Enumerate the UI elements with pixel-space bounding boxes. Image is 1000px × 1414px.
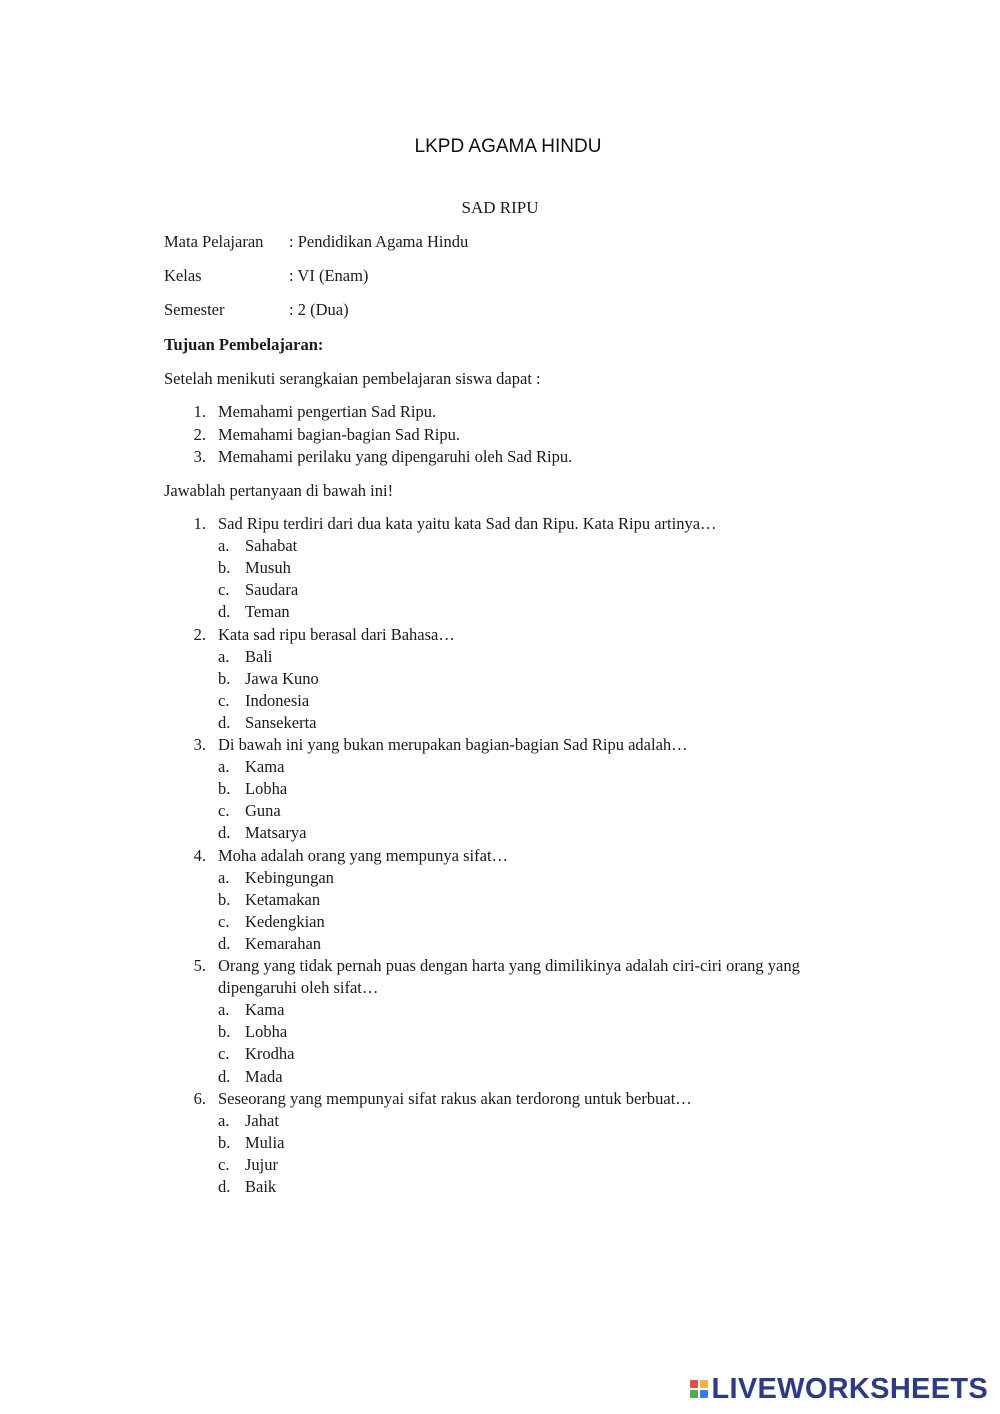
- option-letter: b.: [218, 779, 231, 799]
- option-letter: c.: [218, 801, 230, 821]
- option-text: Mada: [245, 1066, 283, 1086]
- option-letter: a.: [218, 1110, 230, 1130]
- option-letter: c.: [218, 1044, 230, 1064]
- option-letter: c.: [218, 690, 230, 710]
- question-text: Kata sad ripu berasal dari Bahasa…: [218, 624, 455, 644]
- question-text: dipengaruhi oleh sifat…: [218, 978, 379, 998]
- option-letter: d.: [218, 712, 231, 732]
- objective-number: 1.: [193, 402, 206, 421]
- meta-value: : 2 (Dua): [289, 300, 349, 319]
- option-text: Saudara: [245, 580, 299, 600]
- option-text: Matsarya: [245, 823, 307, 843]
- option-letter: d.: [218, 823, 231, 843]
- question-number: 5.: [193, 956, 206, 975]
- option-text: Kama: [245, 757, 285, 777]
- option-letter: c.: [218, 911, 230, 931]
- meta-row-subject: [164, 232, 468, 252]
- option-text: Sansekerta: [245, 712, 317, 732]
- objective-item: Memahami pengertian Sad Ripu.: [218, 402, 437, 421]
- question-number: 2.: [193, 624, 206, 644]
- option-text: Mulia: [245, 1132, 285, 1152]
- objective-number: 3.: [193, 447, 206, 466]
- objective-item: Memahami bagian-bagian Sad Ripu.: [218, 424, 460, 444]
- question-number: 4.: [193, 845, 206, 865]
- option-text: Guna: [245, 801, 281, 821]
- option-text: Musuh: [245, 558, 291, 578]
- option-letter: a.: [218, 867, 230, 887]
- logo-blocks-icon: [690, 1380, 708, 1398]
- option-text: Baik: [245, 1177, 277, 1196]
- question-number: 6.: [193, 1088, 206, 1108]
- question-text: Moha adalah orang yang mempunya sifat…: [218, 845, 509, 865]
- option-text: Jawa Kuno: [245, 668, 319, 688]
- option-text: Teman: [245, 602, 290, 622]
- option-text: Indonesia: [245, 690, 310, 710]
- option-text: Kebingungan: [245, 867, 334, 887]
- question-text: Seseorang yang mempunyai sifat rakus akan terdorong untuk berbuat…: [218, 1088, 692, 1108]
- meta-value: : Pendidikan Agama Hindu: [289, 232, 469, 251]
- option-letter: a.: [218, 757, 230, 777]
- option-letter: b.: [218, 558, 231, 578]
- option-text: Jahat: [245, 1110, 279, 1130]
- option-letter: d.: [218, 933, 231, 953]
- option-letter: d.: [218, 1177, 231, 1196]
- option-text: Lobha: [245, 779, 288, 799]
- objectives-heading: Tujuan Pembelajaran:: [164, 335, 324, 354]
- option-text: Sahabat: [245, 536, 298, 556]
- option-letter: d.: [218, 602, 231, 622]
- option-letter: c.: [218, 580, 230, 600]
- meta-label: Mata Pelajaran: [164, 232, 264, 251]
- meta-label: Semester: [164, 300, 225, 319]
- option-letter: b.: [218, 668, 231, 688]
- instruction-text: Jawablah pertanyaan di bawah ini!: [164, 481, 394, 500]
- objectives-intro: Setelah menikuti serangkaian pembelajaran siswa dapat :: [164, 369, 541, 388]
- meta-label: Kelas: [164, 266, 202, 285]
- document-title: SAD RIPU: [461, 198, 539, 217]
- question-number: 3.: [193, 735, 206, 754]
- question-text: Di bawah ini yang bukan merupakan bagian-bagian Sad Ripu adalah…: [218, 735, 688, 754]
- option-text: Bali: [245, 646, 273, 666]
- option-text: Kama: [245, 1000, 285, 1020]
- option-letter: a.: [218, 1000, 230, 1020]
- option-letter: a.: [218, 646, 230, 666]
- objective-item: Memahami perilaku yang dipengaruhi oleh Sad Ripu.: [218, 447, 573, 466]
- question-text: Sad Ripu terdiri dari dua kata yaitu kata Sad dan Ripu. Kata Ripu artinya…: [218, 514, 717, 533]
- option-letter: c.: [218, 1154, 230, 1174]
- question-number: 1.: [193, 514, 206, 533]
- liveworksheets-logo: [690, 1372, 989, 1406]
- meta-row-semester: [164, 300, 349, 320]
- objective-number: 2.: [193, 424, 206, 444]
- meta-row-class: [164, 266, 368, 286]
- option-letter: d.: [218, 1066, 231, 1086]
- option-letter: b.: [218, 889, 231, 909]
- option-letter: b.: [218, 1022, 231, 1042]
- option-letter: b.: [218, 1132, 231, 1152]
- worksheet-header-title: LKPD AGAMA HINDU: [414, 136, 602, 157]
- question-text: Orang yang tidak pernah puas dengan harta yang dimilikinya adalah ciri-ciri orang yang: [218, 956, 800, 975]
- option-text: Kemarahan: [245, 933, 322, 953]
- option-letter: a.: [218, 536, 230, 556]
- option-text: Jujur: [245, 1154, 278, 1174]
- option-text: Lobha: [245, 1022, 288, 1042]
- option-text: Ketamakan: [245, 889, 321, 909]
- option-text: Krodha: [245, 1044, 295, 1064]
- brand-name: LIVEWORKSHEETS: [711, 1372, 988, 1405]
- option-text: Kedengkian: [245, 911, 325, 931]
- meta-value: : VI (Enam): [289, 266, 369, 285]
